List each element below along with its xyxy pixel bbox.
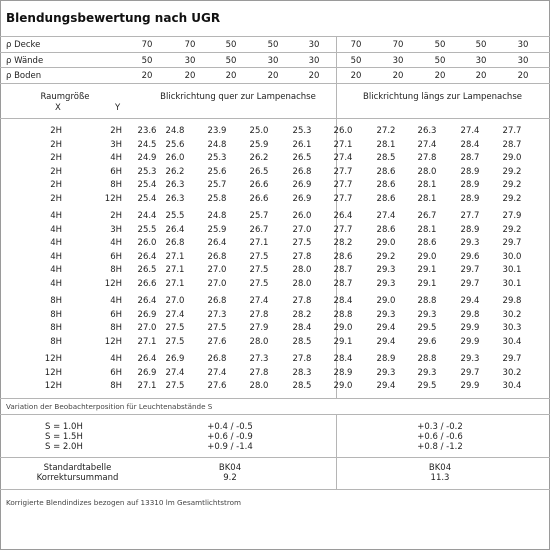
ugr-value-cell: 28.6 (376, 193, 396, 204)
ugr-value-cell: 26.9 (137, 367, 157, 378)
ugr-value-cell: 27.0 (207, 265, 227, 275)
ugr-value-cell: 25.9 (249, 139, 269, 150)
ugr-value-cell: 27.8 (292, 354, 312, 364)
ugr-value-cell: 30.1 (502, 265, 522, 275)
ugr-value-cell: 28.1 (417, 180, 437, 190)
along-standard-table: BK04 (428, 463, 452, 473)
ugr-value-cell: 26.4 (137, 354, 157, 364)
ugr-value-cell: 30.3 (502, 323, 522, 333)
column-divider (336, 414, 337, 489)
ugr-value-cell: 29.7 (502, 354, 522, 364)
ugr-value-cell: 28.4 (333, 296, 353, 306)
ugr-value-cell: 28.4 (460, 139, 480, 150)
ugr-value-cell: 24.4 (137, 211, 157, 221)
reflectance-value: 30 (517, 40, 529, 50)
ugr-value-cell: 25.5 (137, 224, 157, 235)
ugr-value-cell: 26.3 (417, 126, 437, 136)
ugr-value-cell: 29.3 (460, 354, 480, 364)
ugr-value-cell: 28.9 (460, 180, 480, 190)
ugr-value-cell: 29.3 (376, 278, 396, 289)
y-header: Y (115, 103, 121, 113)
ugr-value-cell: 26.9 (292, 193, 312, 204)
ugr-value-cell: 27.4 (249, 296, 269, 306)
standard-table-label: Standardtabelle (43, 463, 112, 473)
divider-line (0, 36, 550, 37)
room-y-value: 2H (110, 211, 122, 221)
ugr-value-cell: 28.9 (376, 354, 396, 364)
room-y-value: 3H (110, 139, 122, 150)
ugr-value-cell: 29.7 (460, 278, 480, 289)
ugr-value-cell: 27.4 (165, 367, 185, 378)
divider-line (0, 414, 550, 415)
ugr-value-cell: 28.3 (292, 367, 312, 378)
ugr-value-cell: 27.7 (502, 126, 522, 136)
ugr-value-cell: 27.3 (249, 354, 269, 364)
reflectance-value: 50 (434, 40, 446, 50)
ugr-value-cell: 26.0 (292, 211, 312, 221)
along-variation-value: +0.8 / -1.2 (417, 442, 463, 452)
ugr-value-cell: 29.2 (502, 193, 522, 204)
ugr-value-cell: 29.6 (460, 251, 480, 262)
ugr-value-cell: 29.8 (502, 296, 522, 306)
ugr-value-cell: 27.1 (249, 238, 269, 248)
ugr-value-cell: 27.8 (292, 296, 312, 306)
room-y-value: 12H (104, 336, 122, 347)
divider-line (0, 83, 550, 84)
ugr-value-cell: 29.4 (460, 296, 480, 306)
reflectance-value: 70 (392, 40, 404, 50)
reflectance-value: 20 (475, 71, 487, 81)
cross-direction-header: Blickrichtung quer zur Lampenachse (160, 92, 316, 102)
reflectance-value: 20 (517, 71, 529, 81)
ugr-value-cell: 29.0 (333, 323, 353, 333)
ugr-value-cell: 24.5 (137, 139, 157, 150)
ugr-value-cell: 26.8 (207, 251, 227, 262)
ugr-value-cell: 27.4 (207, 367, 227, 378)
reflectance-value: 50 (225, 55, 237, 66)
ugr-value-cell: 27.8 (249, 309, 269, 320)
room-y-value: 6H (110, 309, 122, 320)
ugr-value-cell: 28.7 (333, 278, 353, 289)
ugr-value-cell: 29.2 (376, 251, 396, 262)
room-x-value: 12H (44, 367, 62, 378)
room-x-value: 8H (50, 296, 62, 306)
room-x-value: 2H (50, 193, 62, 204)
ugr-value-cell: 30.1 (502, 278, 522, 289)
ugr-value-cell: 28.9 (460, 193, 480, 204)
ugr-value-cell: 29.1 (417, 278, 437, 289)
ugr-value-cell: 27.8 (417, 153, 437, 163)
ugr-value-cell: 26.6 (249, 180, 269, 190)
ugr-value-cell: 26.3 (165, 193, 185, 204)
ugr-value-cell: 29.9 (460, 323, 480, 333)
room-x-value: 2H (50, 126, 62, 136)
room-y-value: 8H (110, 180, 122, 190)
ugr-value-cell: 26.3 (165, 180, 185, 190)
room-x-value: 2H (50, 166, 62, 177)
ugr-value-cell: 26.2 (165, 166, 185, 177)
ugr-value-cell: 28.6 (376, 224, 396, 235)
ugr-value-cell: 29.3 (376, 367, 396, 378)
ugr-value-cell: 27.1 (333, 139, 353, 150)
ugr-value-cell: 25.4 (137, 180, 157, 190)
ugr-value-cell: 26.0 (333, 126, 353, 136)
cross-variation-value: +0.6 / -0.9 (207, 432, 253, 442)
reflectance-value: 70 (350, 40, 362, 50)
ugr-value-cell: 30.4 (502, 381, 522, 391)
along-direction-header: Blickrichtung längs zur Lampenachse (363, 92, 522, 102)
ugr-value-cell: 27.5 (165, 381, 185, 391)
ugr-value-cell: 27.7 (333, 224, 353, 235)
ugr-value-cell: 28.8 (333, 309, 353, 320)
divider-line (0, 67, 550, 68)
ugr-value-cell: 26.4 (137, 251, 157, 262)
room-y-value: 6H (110, 367, 122, 378)
ugr-value-cell: 29.7 (460, 367, 480, 378)
ugr-value-cell: 28.5 (292, 381, 312, 391)
ugr-value-cell: 26.8 (207, 354, 227, 364)
room-y-value: 4H (110, 296, 122, 306)
ugr-value-cell: 27.7 (333, 180, 353, 190)
ugr-value-cell: 28.4 (333, 354, 353, 364)
room-y-value: 6H (110, 166, 122, 177)
ugr-value-cell: 28.9 (460, 224, 480, 235)
room-y-value: 8H (110, 381, 122, 391)
room-y-value: 12H (104, 193, 122, 204)
ugr-value-cell: 29.0 (502, 153, 522, 163)
ugr-value-cell: 29.9 (460, 336, 480, 347)
room-x-value: 4H (50, 265, 62, 275)
variation-title: Variation der Beobachterposition für Leuchtenabstände S (6, 402, 213, 411)
ugr-value-cell: 27.4 (165, 309, 185, 320)
cross-variation-value: +0.9 / -1.4 (207, 442, 253, 452)
ugr-value-cell: 29.8 (460, 309, 480, 320)
ugr-value-cell: 29.5 (417, 381, 437, 391)
ugr-value-cell: 23.9 (207, 126, 227, 136)
along-variation-value: +0.6 / -0.6 (417, 432, 463, 442)
ugr-value-cell: 25.6 (165, 139, 185, 150)
ugr-value-cell: 29.7 (502, 238, 522, 248)
reflectance-label: ρ Wände (6, 55, 44, 66)
reflectance-value: 20 (434, 71, 446, 81)
room-y-value: 8H (110, 323, 122, 333)
ugr-value-cell: 27.1 (165, 265, 185, 275)
ugr-value-cell: 26.9 (137, 309, 157, 320)
room-x-value: 8H (50, 336, 62, 347)
ugr-value-cell: 29.6 (417, 336, 437, 347)
ugr-value-cell: 27.6 (207, 381, 227, 391)
ugr-value-cell: 26.8 (165, 238, 185, 248)
ugr-value-cell: 27.1 (165, 251, 185, 262)
ugr-value-cell: 28.0 (249, 381, 269, 391)
ugr-value-cell: 27.4 (333, 153, 353, 163)
reflectance-value: 20 (308, 71, 320, 81)
room-x-value: 8H (50, 323, 62, 333)
ugr-value-cell: 26.4 (165, 224, 185, 235)
ugr-value-cell: 26.7 (417, 211, 437, 221)
room-y-value: 3H (110, 224, 122, 235)
ugr-value-cell: 25.9 (207, 224, 227, 235)
ugr-value-cell: 26.2 (249, 153, 269, 163)
ugr-value-cell: 25.0 (249, 126, 269, 136)
ugr-value-cell: 28.0 (292, 278, 312, 289)
reflectance-value: 50 (434, 55, 446, 66)
reflectance-value: 50 (225, 40, 237, 50)
correction-label: Korrektursummand (36, 473, 119, 483)
spacing-label: S = 1.0H (45, 422, 83, 432)
ugr-value-cell: 28.6 (417, 238, 437, 248)
room-y-value: 8H (110, 265, 122, 275)
ugr-value-cell: 28.1 (417, 224, 437, 235)
ugr-value-cell: 26.5 (137, 265, 157, 275)
ugr-value-cell: 27.5 (165, 323, 185, 333)
room-x-value: 12H (44, 354, 62, 364)
reflectance-value: 30 (392, 55, 404, 66)
ugr-value-cell: 27.8 (249, 367, 269, 378)
reflectance-value: 70 (184, 40, 196, 50)
ugr-value-cell: 23.6 (137, 126, 157, 136)
ugr-value-cell: 29.1 (333, 336, 353, 347)
ugr-value-cell: 27.0 (292, 224, 312, 235)
ugr-value-cell: 28.8 (417, 354, 437, 364)
ugr-value-cell: 27.9 (249, 323, 269, 333)
ugr-value-cell: 26.1 (292, 139, 312, 150)
room-y-value: 4H (110, 238, 122, 248)
room-x-value: 4H (50, 211, 62, 221)
footnote: Korrigierte Blendindizes bezogen auf 13310 lm Gesamtlichtstrom (6, 498, 242, 507)
cross-standard-table: BK04 (218, 463, 242, 473)
ugr-value-cell: 27.1 (165, 278, 185, 289)
reflectance-value: 50 (350, 55, 362, 66)
along-correction-value: 11.3 (430, 473, 450, 483)
ugr-value-cell: 27.7 (333, 193, 353, 204)
ugr-value-cell: 27.7 (460, 211, 480, 221)
ugr-value-cell: 28.4 (292, 323, 312, 333)
reflectance-value: 50 (267, 40, 279, 50)
ugr-value-cell: 29.3 (376, 309, 396, 320)
ugr-value-cell: 28.6 (376, 166, 396, 177)
reflectance-value: 50 (475, 40, 487, 50)
ugr-value-cell: 25.4 (137, 193, 157, 204)
reflectance-value: 30 (267, 55, 279, 66)
cross-variation-value: +0.4 / -0.5 (207, 422, 253, 432)
reflectance-value: 20 (141, 71, 153, 81)
ugr-value-cell: 24.9 (137, 153, 157, 163)
ugr-value-cell: 28.0 (417, 166, 437, 177)
ugr-value-cell: 28.8 (417, 296, 437, 306)
ugr-value-cell: 30.0 (502, 251, 522, 262)
ugr-value-cell: 26.5 (292, 153, 312, 163)
ugr-value-cell: 28.7 (333, 265, 353, 275)
reflectance-label: ρ Decke (6, 40, 41, 50)
ugr-value-cell: 29.0 (376, 296, 396, 306)
ugr-value-cell: 29.5 (417, 323, 437, 333)
room-y-value: 6H (110, 251, 122, 262)
ugr-value-cell: 26.8 (292, 166, 312, 177)
room-x-value: 2H (50, 153, 62, 163)
ugr-value-cell: 25.3 (292, 126, 312, 136)
ugr-value-cell: 29.4 (376, 381, 396, 391)
room-x-value: 12H (44, 381, 62, 391)
divider-line (0, 118, 550, 119)
ugr-value-cell: 27.6 (207, 336, 227, 347)
reflectance-value: 20 (225, 71, 237, 81)
ugr-value-cell: 25.3 (207, 153, 227, 163)
ugr-value-cell: 26.4 (333, 211, 353, 221)
reflectance-value: 20 (267, 71, 279, 81)
ugr-value-cell: 27.7 (333, 166, 353, 177)
reflectance-value: 20 (350, 71, 362, 81)
ugr-value-cell: 29.9 (460, 381, 480, 391)
ugr-value-cell: 28.7 (502, 139, 522, 150)
ugr-value-cell: 26.9 (165, 354, 185, 364)
ugr-value-cell: 28.2 (333, 238, 353, 248)
ugr-value-cell: 27.3 (207, 309, 227, 320)
ugr-value-cell: 28.5 (376, 153, 396, 163)
ugr-value-cell: 27.1 (137, 336, 157, 347)
ugr-value-cell: 28.0 (249, 336, 269, 347)
ugr-value-cell: 29.4 (376, 323, 396, 333)
ugr-value-cell: 27.1 (137, 381, 157, 391)
ugr-value-cell: 27.0 (207, 278, 227, 289)
ugr-value-cell: 27.5 (165, 336, 185, 347)
room-x-value: 4H (50, 238, 62, 248)
ugr-value-cell: 26.8 (207, 296, 227, 306)
reflectance-label: ρ Boden (6, 71, 42, 81)
ugr-value-cell: 30.2 (502, 367, 522, 378)
ugr-value-cell: 28.5 (292, 336, 312, 347)
ugr-value-cell: 29.1 (417, 265, 437, 275)
ugr-value-cell: 28.6 (333, 251, 353, 262)
ugr-value-cell: 28.2 (292, 309, 312, 320)
reflectance-value: 20 (392, 71, 404, 81)
divider-line (0, 398, 550, 399)
cross-correction-value: 9.2 (223, 473, 237, 483)
ugr-value-cell: 29.2 (502, 224, 522, 235)
ugr-value-cell: 27.5 (249, 265, 269, 275)
ugr-value-cell: 27.9 (502, 211, 522, 221)
ugr-value-cell: 27.5 (207, 323, 227, 333)
ugr-value-cell: 26.9 (292, 180, 312, 190)
reflectance-value: 30 (308, 40, 320, 50)
ugr-value-cell: 29.2 (502, 180, 522, 190)
ugr-value-cell: 26.0 (165, 153, 185, 163)
page-title: Blendungsbewertung nach UGR (6, 11, 221, 25)
ugr-value-cell: 25.6 (207, 166, 227, 177)
ugr-value-cell: 26.6 (249, 193, 269, 204)
ugr-value-cell: 27.2 (376, 126, 396, 136)
room-y-value: 4H (110, 153, 122, 163)
ugr-value-cell: 25.3 (137, 166, 157, 177)
ugr-value-cell: 26.6 (137, 278, 157, 289)
ugr-value-cell: 27.0 (165, 296, 185, 306)
ugr-value-cell: 29.3 (460, 238, 480, 248)
ugr-value-cell: 28.6 (376, 180, 396, 190)
ugr-value-cell: 24.8 (165, 126, 185, 136)
ugr-value-cell: 29.3 (417, 367, 437, 378)
room-y-value: 12H (104, 278, 122, 289)
room-x-value: 4H (50, 224, 62, 235)
ugr-value-cell: 29.3 (376, 265, 396, 275)
ugr-value-cell: 28.1 (417, 193, 437, 204)
ugr-value-cell: 27.4 (376, 211, 396, 221)
ugr-value-cell: 25.5 (165, 211, 185, 221)
ugr-value-cell: 28.9 (460, 166, 480, 177)
room-y-value: 4H (110, 354, 122, 364)
room-x-value: 8H (50, 309, 62, 320)
ugr-value-cell: 26.5 (249, 166, 269, 177)
reflectance-value: 30 (517, 55, 529, 66)
ugr-value-cell: 29.3 (417, 309, 437, 320)
ugr-value-cell: 29.7 (460, 265, 480, 275)
ugr-value-cell: 27.8 (292, 251, 312, 262)
ugr-value-cell: 24.8 (207, 211, 227, 221)
reflectance-value: 30 (184, 55, 196, 66)
ugr-value-cell: 26.4 (137, 296, 157, 306)
ugr-value-cell: 28.9 (333, 367, 353, 378)
ugr-value-cell: 28.0 (292, 265, 312, 275)
ugr-value-cell: 27.0 (137, 323, 157, 333)
ugr-value-cell: 26.0 (137, 238, 157, 248)
room-x-value: 4H (50, 278, 62, 289)
divider-line (0, 52, 550, 53)
room-x-value: 2H (50, 180, 62, 190)
ugr-value-cell: 26.4 (207, 238, 227, 248)
divider-line (0, 457, 550, 458)
reflectance-value: 20 (184, 71, 196, 81)
ugr-value-cell: 29.4 (376, 336, 396, 347)
along-variation-value: +0.3 / -0.2 (417, 422, 463, 432)
room-x-value: 4H (50, 251, 62, 262)
ugr-value-cell: 25.7 (249, 211, 269, 221)
reflectance-value: 70 (141, 40, 153, 50)
spacing-label: S = 1.5H (45, 432, 83, 442)
ugr-value-cell: 29.0 (333, 381, 353, 391)
ugr-value-cell: 30.4 (502, 336, 522, 347)
room-x-value: 2H (50, 139, 62, 150)
ugr-value-cell: 29.0 (376, 238, 396, 248)
ugr-value-cell: 27.5 (249, 251, 269, 262)
ugr-value-cell: 26.7 (249, 224, 269, 235)
ugr-value-cell: 25.7 (207, 180, 227, 190)
ugr-value-cell: 28.7 (460, 153, 480, 163)
ugr-value-cell: 27.5 (292, 238, 312, 248)
spacing-label: S = 2.0H (45, 442, 83, 452)
ugr-value-cell: 29.0 (417, 251, 437, 262)
divider-line (0, 489, 550, 490)
reflectance-value: 50 (141, 55, 153, 66)
ugr-value-cell: 28.1 (376, 139, 396, 150)
room-size-header: Raumgröße (40, 92, 90, 102)
ugr-value-cell: 25.8 (207, 193, 227, 204)
ugr-value-cell: 27.5 (249, 278, 269, 289)
ugr-value-cell: 27.4 (417, 139, 437, 150)
ugr-value-cell: 24.8 (207, 139, 227, 150)
room-y-value: 2H (110, 126, 122, 136)
reflectance-value: 30 (475, 55, 487, 66)
ugr-value-cell: 30.2 (502, 309, 522, 320)
reflectance-value: 30 (308, 55, 320, 66)
ugr-value-cell: 29.2 (502, 166, 522, 177)
x-header: X (55, 103, 61, 113)
ugr-value-cell: 27.4 (460, 126, 480, 136)
